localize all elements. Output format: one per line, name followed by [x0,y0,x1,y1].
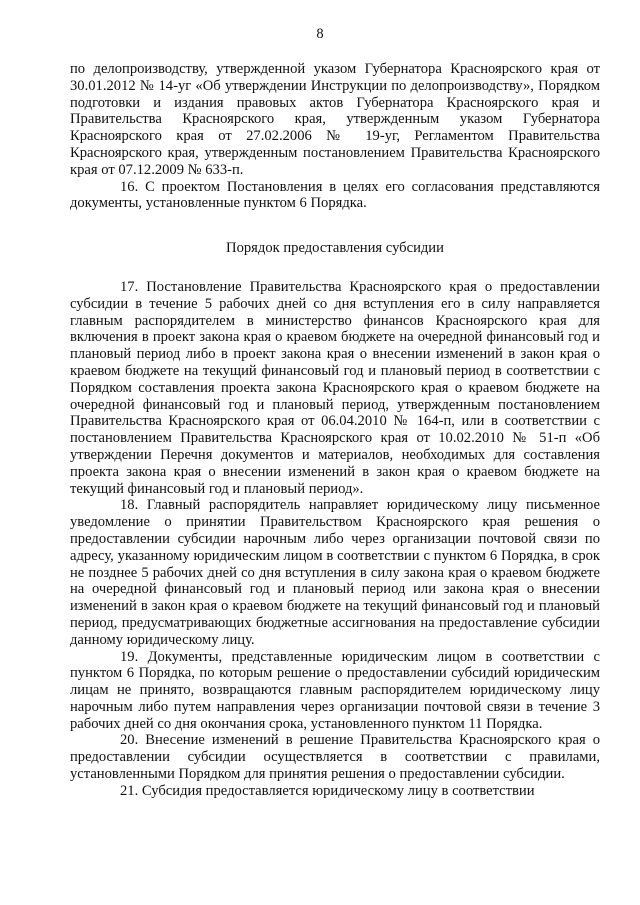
paragraph-18: 18. Главный распорядитель направляет юридическому лицу письменное уведомление о принятии Правительством Красноярского края решения о предоставлении субсидии нарочным либо через организации почтовой связи по адресу, указанному юридическим лицом в соответствии с пунктом 6 Порядка, в срок не позднее 5 рабочих дней со дня вступления в силу закона края о краевом бюджете на очередной финансовый год и плановый период или закона края о внесении изменений в закон края о краевом бюджете на текущий финансовый год и плановый период, предусматривающих бюджетные ассигнования на предоставление субсидии данному юридическому лицу. [70,497,600,648]
paragraph-16: 16. С проектом Постановления в целях его согласования представляются документы, установленные пунктом 6 Порядка. [70,178,600,212]
document-body [70,61,600,800]
page-number: 8 [316,26,324,42]
paragraph-17: 17. Постановление Правительства Красноярского края о предоставлении субсидии в течение 5 рабочих дней со дня вступления его в силу направляется главным распорядителем в министерство финансов Красноярского края для включения в проект закона края о краевом бюджете на очередной финансовый год и плановый период либо в проект закона края о внесении изменений в закон края о краевом бюджете на текущий финансовый год и плановый период в соответствии с Порядком составления проекта закона Красноярского края о краевом бюджете на очередной финансовый год и плановый период, утвержденным постановлением Правительства Красноярского края от 06.04.2010 № 164-п, или в соответствии с постановлением Правительства Красноярского края от 10.02.2010 № 51-п «Об утверждении Перечня документов и материалов, необходимых для составления проекта закона края о внесении изменений в закон края о краевом бюджете на текущий финансовый год и плановый период». [70,278,600,497]
paragraph-19: 19. Документы, представленные юридическим лицом в соответствии с пунктом 6 Порядка, по которым решение о предоставлении субсидий юридическим лицам не принято, возвращаются главным распорядителем юридическому лицу нарочным либо путем направления через организации почтовой связи в течение 3 рабочих дней со дня окончания срока, установленного пунктом 11 Порядка. [70,648,600,732]
section-title: Порядок предоставления субсидии [226,240,444,257]
paragraph-21: 21. Субсидия предоставляется юридическому лицу в соответствии [120,782,535,799]
paragraph-20: 20. Внесение изменений в решение Правительства Красноярского края о предоставлении субсидии осуществляется в соответствии с правилами, установленными Порядком для принятия решения о предоставлении субсидии. [70,732,600,783]
paragraph-continuation: по делопроизводству, утвержденной указом Губернатора Красноярского края от 30.01.2012 № 14-уг «Об утверждении Инструкции по делопроизводству», Порядком подготовки и издания правовых актов Губернатора Красноярского края и Правительства Красноярского края, утвержденным указом Губернатора Красноярского края от 27.02.2006 № 19-уг, Регламентом Правительства Красноярского края, утвержденным постановлением Правительства Красноярского края от 07.12.2009 № 633-п. [70,61,600,178]
